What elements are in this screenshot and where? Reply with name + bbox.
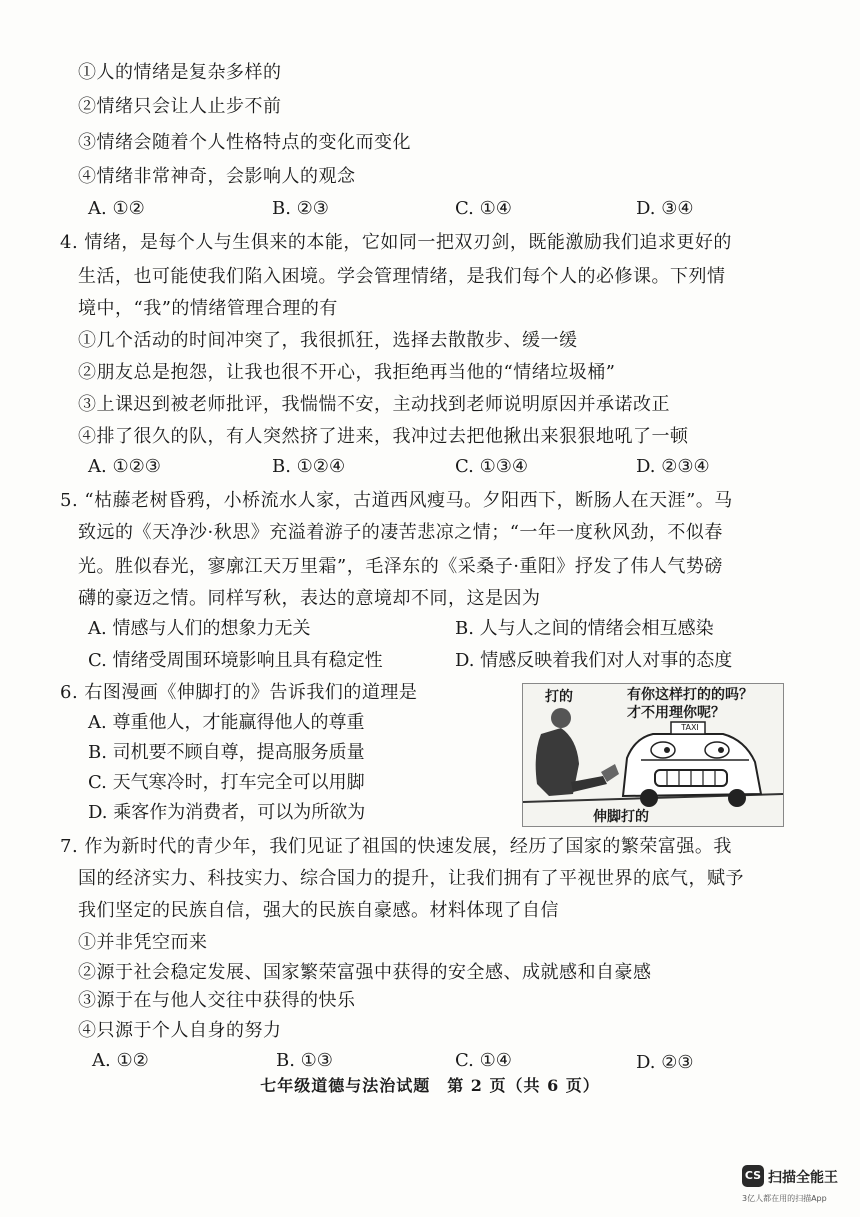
q6-option-b: B. 司机要不顾自尊，提高服务质量 (88, 742, 365, 763)
q4-item-2: ②朋友总是抱怨，让我也很不开心，我拒绝再当他的“情绪垃圾桶” (78, 362, 616, 383)
q3-option-b: B. ②③ (272, 198, 329, 219)
cartoon-caption: 伸脚打的 (593, 809, 649, 825)
q4-stem-line-1: 4. 情绪，是每个人与生俱来的本能，它如同一把双刃剑，既能激励我们追求更好的 (60, 232, 732, 253)
q3-item-3: ③情绪会随着个人性格特点的变化而变化 (78, 132, 411, 153)
q4-stem-line-2: 生活，也可能使我们陷入困境。学会管理情绪，是我们每个人的必修课。下列情 (78, 266, 726, 287)
q5-stem-line-2: 致远的《天净沙·秋思》充溢着游子的凄苦悲凉之情；“一年一度秋风劲，不似春 (78, 522, 723, 543)
cartoon-label-left: 打的 (545, 689, 573, 705)
q6-option-a: A. 尊重他人，才能赢得他人的尊重 (88, 712, 365, 733)
q5-stem-line-3: 光。胜似春光，寥廓江天万里霜”，毛泽东的《采桑子·重阳》抒发了伟人气势磅 (78, 556, 723, 577)
q7-stem-line-2: 国的经济实力、科技实力、综合国力的提升，让我们拥有了平视世界的底气，赋予 (78, 868, 744, 889)
q3-option-a: A. ①② (88, 198, 145, 219)
q7-option-c: C. ①④ (455, 1050, 512, 1071)
q7-stem-line-1: 7. 作为新时代的青少年，我们见证了祖国的快速发展，经历了国家的繁荣富强。我 (60, 836, 732, 857)
cartoon-speech-line-1: 有你这样打的的吗？ (627, 687, 753, 703)
q4-item-1: ①几个活动的时间冲突了，我很抓狂，选择去散散步、缓一缓 (78, 330, 578, 351)
q3-option-d: D. ③④ (636, 198, 694, 219)
q7-stem-line-3: 我们坚定的民族自信，强大的民族自豪感。材料体现了自信 (78, 900, 559, 921)
q4-option-a: A. ①②③ (88, 456, 161, 477)
q7-item-4: ④只源于个人自身的努力 (78, 1020, 282, 1041)
watermark-brand-name: 扫描全能王 (768, 1170, 838, 1186)
q7-item-2: ②源于社会稳定发展、国家繁荣富强中获得的安全感、成就感和自豪感 (78, 962, 652, 983)
q5-stem-line-4: 礴的豪迈之情。同样写秋，表达的意境却不同，这是因为 (78, 588, 541, 609)
cartoon-speech (627, 686, 753, 722)
q6-option-c: C. 天气寒冷时，打车完全可以用脚 (88, 772, 365, 793)
q7-item-1: ①并非凭空而来 (78, 932, 208, 953)
q4-option-b: B. ①②④ (272, 456, 346, 477)
scanner-watermark (742, 1165, 852, 1209)
q7-item-3: ③源于在与他人交往中获得的快乐 (78, 990, 356, 1011)
q4-item-4: ④排了很久的队，有人突然挤了进来，我冲过去把他揪出来狠狠地吼了一顿 (78, 426, 689, 447)
q3-item-4: ④情绪非常神奇，会影响人的观念 (78, 166, 356, 187)
taxi-sign: TAXI (681, 723, 699, 732)
q5-option-a: A. 情感与人们的想象力无关 (88, 618, 311, 639)
watermark-tagline: 3亿人都在用的扫描App (742, 1194, 827, 1203)
q5-option-d: D. 情感反映着我们对人对事的态度 (455, 650, 733, 671)
q7-option-d: D. ②③ (636, 1052, 694, 1073)
q4-stem-line-3: 境中，“我”的情绪管理合理的有 (78, 298, 338, 319)
q6-option-d: D. 乘客作为消费者，可以为所欲为 (88, 802, 366, 823)
q3-item-2: ②情绪只会让人止步不前 (78, 96, 282, 117)
q6-stem: 6. 右图漫画《伸脚打的》告诉我们的道理是 (60, 682, 418, 703)
q3-option-c: C. ①④ (455, 198, 512, 219)
q5-option-b: B. 人与人之间的情绪会相互感染 (455, 618, 714, 639)
q4-option-d: D. ②③④ (636, 456, 710, 477)
q7-option-a: A. ①② (92, 1050, 149, 1071)
page-footer: 七年级道德与法治试题 第 2 页（共 6 页） (260, 1076, 600, 1095)
q5-option-c: C. 情绪受周围环境影响且具有稳定性 (88, 650, 383, 671)
q3-item-1: ①人的情绪是复杂多样的 (78, 62, 282, 83)
q7-option-b: B. ①③ (276, 1050, 333, 1071)
q5-stem-line-1: 5. “枯藤老树昏鸦，小桥流水人家，古道西风瘦马。夕阳西下，断肠人在天涯”。马 (60, 490, 733, 511)
q4-item-3: ③上课迟到被老师批评，我惴惴不安，主动找到老师说明原因并承诺改正 (78, 394, 670, 415)
cartoon-illustration (522, 683, 784, 827)
q4-option-c: C. ①③④ (455, 456, 528, 477)
cartoon-speech-line-2: 才不用理你呢？ (627, 705, 725, 721)
camscanner-logo-icon: CS (742, 1165, 764, 1187)
